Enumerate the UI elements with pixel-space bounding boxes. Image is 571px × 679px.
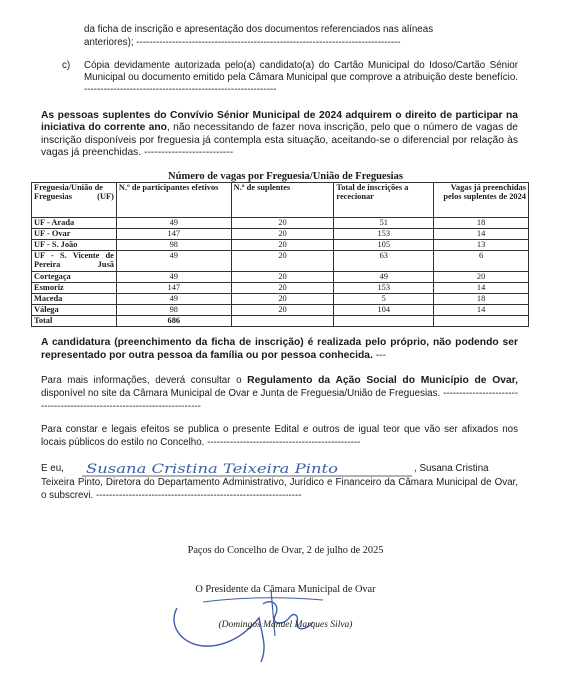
cell-freguesia: Válega	[32, 305, 117, 316]
header-vagas: Vagas já preenchidas pelos suplentes de 2024	[434, 183, 529, 218]
cell-freguesia: Maceda	[32, 294, 117, 305]
cell-freguesia: Esmoriz	[32, 283, 117, 294]
cell-vagas: 20	[434, 272, 529, 283]
cell-inscricoes: 51	[334, 218, 434, 229]
cell-inscricoes: 153	[334, 229, 434, 240]
cell-inscricoes: 105	[334, 240, 434, 251]
eu-line-2: Teixeira Pinto, Diretora do Departamento Administrativo, Jurídico e Financeiro da Câmara Municipal de Ovar, o subscrevi. ---------------------------------------------------------------	[41, 477, 518, 501]
presidente-title: O Presidente da Câmara Municipal de Ovar	[195, 584, 376, 595]
empty-cell	[231, 316, 334, 327]
table-total-row	[32, 316, 529, 327]
cell-freguesia: UF - S. João	[32, 240, 117, 251]
header-suplentes: N.º de suplentes	[231, 183, 334, 218]
cell-inscricoes: 5	[334, 294, 434, 305]
total-label: Total	[32, 316, 117, 327]
cell-freguesia: Cortegaça	[32, 272, 117, 283]
cell-vagas: 18	[434, 218, 529, 229]
cell-vagas: 14	[434, 283, 529, 294]
candidatura-paragraph	[41, 336, 518, 362]
table-row	[32, 305, 529, 316]
cell-vagas: 13	[434, 240, 529, 251]
cell-vagas: 14	[434, 305, 529, 316]
cell-suplentes: 20	[231, 240, 334, 251]
cell-freguesia: UF - Arada	[32, 218, 117, 229]
cell-vagas: 14	[434, 229, 529, 240]
suplentes-paragraph	[41, 110, 518, 160]
table-header-row	[32, 183, 529, 218]
cell-participantes: 147	[116, 229, 231, 240]
cell-suplentes: 20	[231, 229, 334, 240]
cell-suplentes: 20	[231, 251, 334, 272]
empty-cell	[434, 316, 529, 327]
cell-suplentes: 20	[231, 272, 334, 283]
suplentes-bold: As pessoas suplentes do Convívio Sénior Municipal de 2024 adquirem o direito de participar na iniciativa do corrente ano	[41, 110, 518, 134]
info-pre: Para mais informações, deverá consultar o	[41, 375, 248, 386]
presidente-name: (Domingos Manuel Marques Silva)	[218, 620, 353, 630]
info-paragraph	[41, 374, 518, 413]
cell-suplentes: 20	[231, 283, 334, 294]
vagas-table	[31, 182, 529, 327]
header-inscricoes: Total de inscrições a rececionar	[334, 183, 434, 218]
cell-inscricoes: 104	[334, 305, 434, 316]
item-c-label: c)	[62, 60, 71, 71]
info-bold: Regulamento da Ação Social do Município de Ovar,	[247, 375, 518, 386]
intro-line-1: da ficha de inscrição e apresentação dos documentos referenciados nas alíneas	[84, 24, 434, 35]
eu-name: , Susana Cristina	[414, 463, 489, 474]
table-title: Número de vagas por Freguesia/União de Freguesias	[168, 171, 403, 182]
header-participantes: N.º de participantes efetivos	[116, 183, 231, 218]
cell-freguesia: UF - S. Vicente de Pereira Jusã	[32, 251, 117, 272]
item-c-text: Cópia devidamente autorizada pelo(a) candidato(a) do Cartão Municipal do Idoso/Cartão Sénior Municipal ou documento emitido pela Câmara Municipal que comprove a atribuição deste benefício. -----------------------------------------------------------	[84, 60, 518, 96]
table-row	[32, 218, 529, 229]
table-row	[32, 272, 529, 283]
table-row	[32, 229, 529, 240]
candidatura-rest: ---	[372, 350, 387, 361]
signature-text: Susana Cristina Teixeira Pinto	[86, 462, 339, 477]
cell-participantes: 49	[116, 218, 231, 229]
cell-participantes: 147	[116, 283, 231, 294]
cell-participantes: 49	[116, 294, 231, 305]
cell-inscricoes: 63	[334, 251, 434, 272]
cell-participantes: 98	[116, 305, 231, 316]
empty-cell	[334, 316, 434, 327]
cell-participantes: 98	[116, 240, 231, 251]
item-c	[62, 60, 518, 97]
table-row	[32, 283, 529, 294]
header-freguesia: Freguesia/União de Freguesias (UF)	[32, 183, 117, 218]
info-post: disponível no site da Câmara Municipal de Ovar e Junta de Freguesia/União de Freguesias. ------------------------------------------------------------------------	[41, 388, 518, 412]
intro-line-2: anteriores); ---------------------------------------------------------------------------------	[84, 37, 401, 48]
table-row	[32, 251, 529, 272]
table-row	[32, 294, 529, 305]
constar-paragraph: Para constar e legais efeitos se publica o presente Edital e outros de igual teor que vão ser afixados nos locais públicos do estilo no Concelho. -----------------------------------------------	[41, 424, 518, 448]
cell-suplentes: 20	[231, 305, 334, 316]
cell-suplentes: 20	[231, 218, 334, 229]
cell-vagas: 6	[434, 251, 529, 272]
eu-prefix: E eu,	[41, 463, 64, 474]
suplentes-rest: , não necessitando de fazer nova inscrição, pelo que o número de vagas de inscrição disponíveis por freguesia já contempla esta situação, aceitando-se o diferencial por relação às vagas já preenchidas. --------------------------	[41, 122, 518, 159]
cell-vagas: 18	[434, 294, 529, 305]
cell-freguesia: UF - Ovar	[32, 229, 117, 240]
cell-participantes: 49	[116, 272, 231, 283]
cell-participantes: 49	[116, 251, 231, 272]
table-row	[32, 240, 529, 251]
cell-suplentes: 20	[231, 294, 334, 305]
cell-inscricoes: 153	[334, 283, 434, 294]
place-date: Paços do Concelho de Ovar, 2 de julho de 2025	[187, 545, 384, 556]
cell-inscricoes: 49	[334, 272, 434, 283]
candidatura-bold: A candidatura (preenchimento da ficha de inscrição) é realizada pelo próprio, não podendo ser representado por outra pessoa da família ou por pessoa conhecida.	[41, 337, 518, 361]
total-value: 686	[116, 316, 231, 327]
